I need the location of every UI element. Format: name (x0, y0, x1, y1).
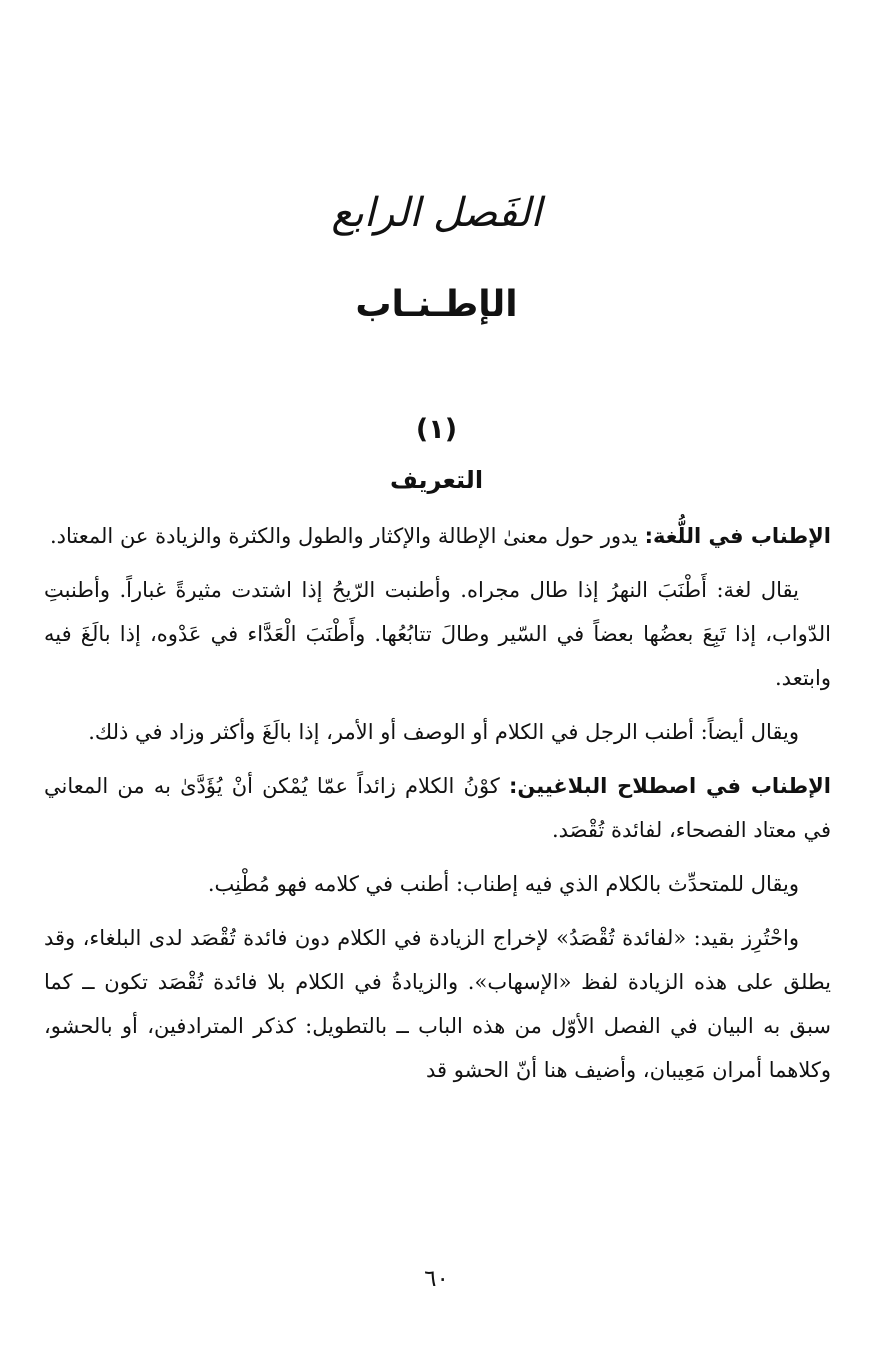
body-text (44, 514, 831, 1102)
paragraph-text: ويقال أيضاً: أطنب الرجل في الكلام أو الوصف أو الأمر، إذا بالَغَ وأكثر وزاد في ذلك. (88, 720, 799, 744)
subsection-title: التعريف (389, 466, 484, 494)
section-title: الإطـنـاب (355, 284, 518, 325)
paragraph-also-said (44, 710, 831, 754)
paragraph-text: يدور حول معنىٰ الإطالة والإكثار والطول والكثرة والزيادة عن المعتاد. (50, 524, 645, 548)
paragraph-linguistic-definition (44, 514, 831, 558)
subsection-number: (١) (415, 414, 458, 445)
paragraph-text: كوْنُ الكلام زائداً عمّا يُمْكن أنْ يُؤَدَّىٰ به من المعاني في معتاد الفصحاء، لفائدة تُقْصَد. (44, 774, 831, 842)
paragraph-technical-definition (44, 764, 831, 852)
paragraph-restriction (44, 916, 831, 1092)
term-linguistic: الإطناب في اللُّغة: (644, 524, 831, 548)
page-number: ٦٠ (424, 1266, 449, 1292)
paragraph-text: يقال لغة: أَطْنَبَ النهرُ إذا طال مجراه. وأطنبت الرّيحُ إذا اشتدت مثيرةً غباراً. وأطنبتِ الدّواب، إذا تَبِعَ بعضُها بعضاً في السّير وطالَ تتابُعُها. وأَطْنَبَ الْعَدَّاء في عَدْوه، إذا بالَغَ فيه وابتعد. (44, 578, 831, 690)
paragraph-speaker (44, 862, 831, 906)
paragraph-text: ويقال للمتحدِّث بالكلام الذي فيه إطناب: أطنب في كلامه فهو مُطْنِب. (207, 872, 799, 896)
chapter-title: الفَصل الرابع (331, 190, 542, 236)
paragraph-text: واحْتُرِز بقيد: «لفائدة تُقْصَدُ» لإخراج الزيادة في الكلام دون فائدة تُقْصَد لدى البلغاء، وقد يطلق على هذه الزيادة لفظ «الإسهاب». والزيادةُ في الكلام بلا فائدة تُقْصَد تكون ــ كما سبق به البيان في الفصل الأوّل من هذه الباب ــ بالتطويل: كذكر المترادفين، أو بالحشو، وكلاهما أمران مَعِيبان، وأضيف هنا أنّ الحشو قد (44, 926, 831, 1082)
term-technical: الإطناب في اصطلاح البلاغيين: (508, 774, 831, 798)
paragraph-linguistic-examples (44, 568, 831, 700)
